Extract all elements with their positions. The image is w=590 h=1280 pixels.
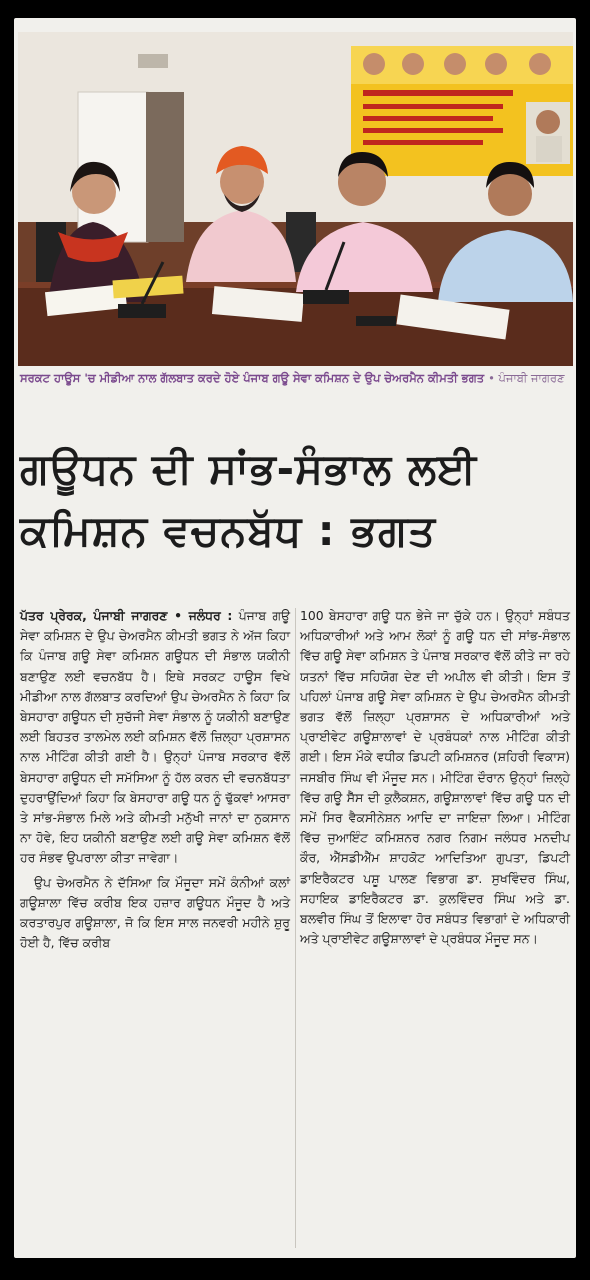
article-column-2 [300,606,570,953]
headline-line-1: ਗਊਧਨ ਦੀ ਸਾਂਭ-ਸੰਭਾਲ ਲਈ [20,444,478,493]
article-paragraph-3: 100 ਬੇਸਹਾਰਾ ਗਊ ਧਨ ਭੇਜੇ ਜਾ ਚੁੱਕੇ ਹਨ। ਉਨ੍ਹਾਂ ਸਬੰਧਤ ਅਧਿਕਾਰੀਆਂ ਅਤੇ ਆਮ ਲੋਕਾਂ ਨੂੰ ਗਊ ਧਨ ਦੀ ਸਾਂਭ-ਸੰਭਾਲ ਵਿੱਚ ਗਊ ਸੇਵਾ ਕਮਿਸ਼ਨ ਤੇ ਪੰਜਾਬ ਸਰਕਾਰ ਵੱਲੋਂ ਕੀਤੇ ਜਾ ਰਹੇ ਯਤਨਾਂ ਵਿੱਚ ਸਹਿਯੋਗ ਦੇਣ ਦੀ ਅਪੀਲ ਵੀ ਕੀਤੀ। ਇਸ ਤੋਂ ਪਹਿਲਾਂ ਪੰਜਾਬ ਗਊ ਸੇਵਾ ਕਮਿਸ਼ਨ ਦੇ ਉਪ ਚੇਅਰਮੈਨ ਕੀਮਤੀ ਭਗਤ ਵੱਲੋਂ ਜ਼ਿਲ੍ਹਾ ਪ੍ਰਸ਼ਾਸਨ ਦੇ ਅਧਿਕਾਰੀਆਂ ਅਤੇ ਪ੍ਰਾਈਵੇਟ ਗਊਸ਼ਾਲਾਵਾਂ ਦੇ ਪ੍ਰਬੰਧਕਾਂ ਨਾਲ ਮੀਟਿੰਗ ਕੀਤੀ ਗਈ। ਇਸ ਮੌਕੇ ਵਧੀਕ ਡਿਪਟੀ ਕਮਿਸ਼ਨਰ (ਸ਼ਹਿਰੀ ਵਿਕਾਸ) ਜਸਬੀਰ ਸਿੰਘ ਵੀ ਮੌਜੂਦ ਸਨ। ਮੀਟਿੰਗ ਦੌਰਾਨ ਉਨ੍ਹਾਂ ਜ਼ਿਲ੍ਹੇ ਵਿੱਚ ਗਊ ਸੈੱਸ ਦੀ ਕੁਲੈਕਸ਼ਨ, ਗਊਸ਼ਾਲਾਵਾਂ ਵਿੱਚ ਗਊ ਧਨ ਦੀ ਸਮੇਂ ਸਿਰ ਵੈਕਸੀਨੇਸ਼ਨ ਆਦਿ ਦਾ ਜਾਇਜ਼ਾ ਲਿਆ। ਮੀਟਿੰਗ ਵਿੱਚ ਜੁਆਇੰਟ ਕਮਿਸ਼ਨਰ ਨਗਰ ਨਿਗਮ ਜਲੰਧਰ ਮਨਦੀਪ ਕੌਰ, ਐੱਸਡੀਐੱਮ ਸ਼ਾਹਕੋਟ ਆਦਿਤਿਆ ਗੁਪਤਾ, ਡਿਪਟੀ ਡਾਇਰੈਕਟਰ ਪਸ਼ੂ ਪਾਲਣ ਵਿਭਾਗ ਡਾ. ਸੁਖਵਿੰਦਰ ਸਿੰਘ, ਸਹਾਇਕ ਡਾਇਰੈਕਟਰ ਡਾ. ਕੁਲਵਿੰਦਰ ਸਿੰਘ ਅਤੇ ਡਾ. ਬਲਵੀਰ ਸਿੰਘ ਤੋਂ ਇਲਾਵਾ ਹੋਰ ਸਬੰਧਤ ਵਿਭਾਗਾਂ ਦੇ ਅਧਿਕਾਰੀ ਅਤੇ ਪ੍ਰਾਈਵੇਟ ਗਊਸ਼ਾਲਾਵਾਂ ਦੇ ਪ੍ਰਬੰਧਕ ਮੌਜੂਦ ਸਨ। [300,608,570,947]
column-divider [295,608,296,1248]
caption-source: • ਪੰਜਾਬੀ ਜਾਗਰਣ [488,371,565,385]
caption-text: ਸਰਕਟ ਹਾਊਸ 'ਚ ਮੀਡੀਆ ਨਾਲ ਗੱਲਬਾਤ ਕਰਦੇ ਹੋਏ ਪੰਜਾਬ ਗਊ ਸੇਵਾ ਕਮਿਸ਼ਨ ਦੇ ਉਪ ਚੇਅਰਮੈਨ ਕੀਮਤੀ ਭਗਤ [20,371,485,385]
article-column-1 [20,606,290,957]
news-photo [18,32,573,366]
photo-caption [20,370,572,387]
article-paragraph-2: ਉਪ ਚੇਅਰਮੈਨ ਨੇ ਦੱਸਿਆ ਕਿ ਮੌਜੂਦਾ ਸਮੇਂ ਕੰਨੀਆਂ ਕਲਾਂ ਗਊਸ਼ਾਲਾ ਵਿੱਚ ਕਰੀਬ ਇਕ ਹਜ਼ਾਰ ਗਊਧਨ ਮੌਜੂਦ ਹੈ ਅਤੇ ਕਰਤਾਰਪੁਰ ਗਊਸ਼ਾਲਾ, ਜੋ ਕਿ ਇਸ ਸਾਲ ਜਨਵਰੀ ਮਹੀਨੇ ਸ਼ੁਰੂ ਹੋਈ ਹੈ, ਵਿੱਚ ਕਰੀਬ [20,874,290,951]
headline [20,438,572,562]
byline: ਪੱਤਰ ਪ੍ਰੇਰਕ, ਪੰਜਾਬੀ ਜਾਗਰਣ • ਜਲੰਧਰ : [20,608,233,623]
headline-line-2: ਕਮਿਸ਼ਨ ਵਚਨਬੱਧ : ਭਗਤ [20,506,437,555]
meeting-photo-illustration [18,32,573,366]
newspaper-clipping [14,18,576,1258]
article-paragraph-1: ਪੰਜਾਬ ਗਊ ਸੇਵਾ ਕਮਿਸ਼ਨ ਦੇ ਉਪ ਚੇਅਰਮੈਨ ਕੀਮਤੀ ਭਗਤ ਨੇ ਅੱਜ ਕਿਹਾ ਕਿ ਪੰਜਾਬ ਗਊ ਸੇਵਾ ਕਮਿਸ਼ਨ ਗਊਧਨ ਦੀ ਸੰਭਾਲ ਯਕੀਨੀ ਬਣਾਉਣ ਲਈ ਵਚਨਬੱਧ ਹੈ। ਇਥੇ ਸਰਕਟ ਹਾਊਸ ਵਿਖੇ ਮੀਡੀਆ ਨਾਲ ਗੱਲਬਾਤ ਕਰਦਿਆਂ ਉਪ ਚੇਅਰਮੈਨ ਨੇ ਕਿਹਾ ਕਿ ਬੇਸਹਾਰਾ ਗਊਧਨ ਦੀ ਸੁਚੱਜੀ ਸੇਵਾ ਸੰਭਾਲ ਨੂੰ ਯਕੀਨੀ ਬਣਾਉਣ ਲਈ ਬਿਹਤਰ ਤਾਲਮੇਲ ਲਈ ਕਮਿਸ਼ਨ ਵੱਲੋਂ ਜ਼ਿਲ੍ਹਾ ਪ੍ਰਸ਼ਾਸਨ ਨਾਲ ਮੀਟਿੰਗ ਕੀਤੀ ਗਈ ਹੈ। ਉਨ੍ਹਾਂ ਪੰਜਾਬ ਸਰਕਾਰ ਵੱਲੋਂ ਬੇਸਹਾਰਾ ਗਊਧਨ ਦੀ ਸਮੱਸਿਆ ਨੂੰ ਹੱਲ ਕਰਨ ਦੀ ਵਚਨਬੱਧਤਾ ਦੁਹਰਾਉਂਦਿਆਂ ਕਿਹਾ ਕਿ ਬੇਸਹਾਰਾ ਗਊ ਧਨ ਨੂੰ ਢੁੱਕਵਾਂ ਆਸਰਾ ਤੇ ਸਾਂਭ-ਸੰਭਾਲ ਮਿਲੇ ਅਤੇ ਕੀਮਤੀ ਮਨੁੱਖੀ ਜਾਨਾਂ ਦਾ ਨੁਕਸਾਨ ਨਾ ਹੋਵੇ, ਇਹ ਯਕੀਨੀ ਬਣਾਉਣ ਲਈ ਗਊ ਸੇਵਾ ਕਮਿਸ਼ਨ ਵੱਲੋਂ ਹਰ ਸੰਭਵ ਉਪਰਾਲਾ ਕੀਤਾ ਜਾਵੇਗਾ। [20,608,290,866]
